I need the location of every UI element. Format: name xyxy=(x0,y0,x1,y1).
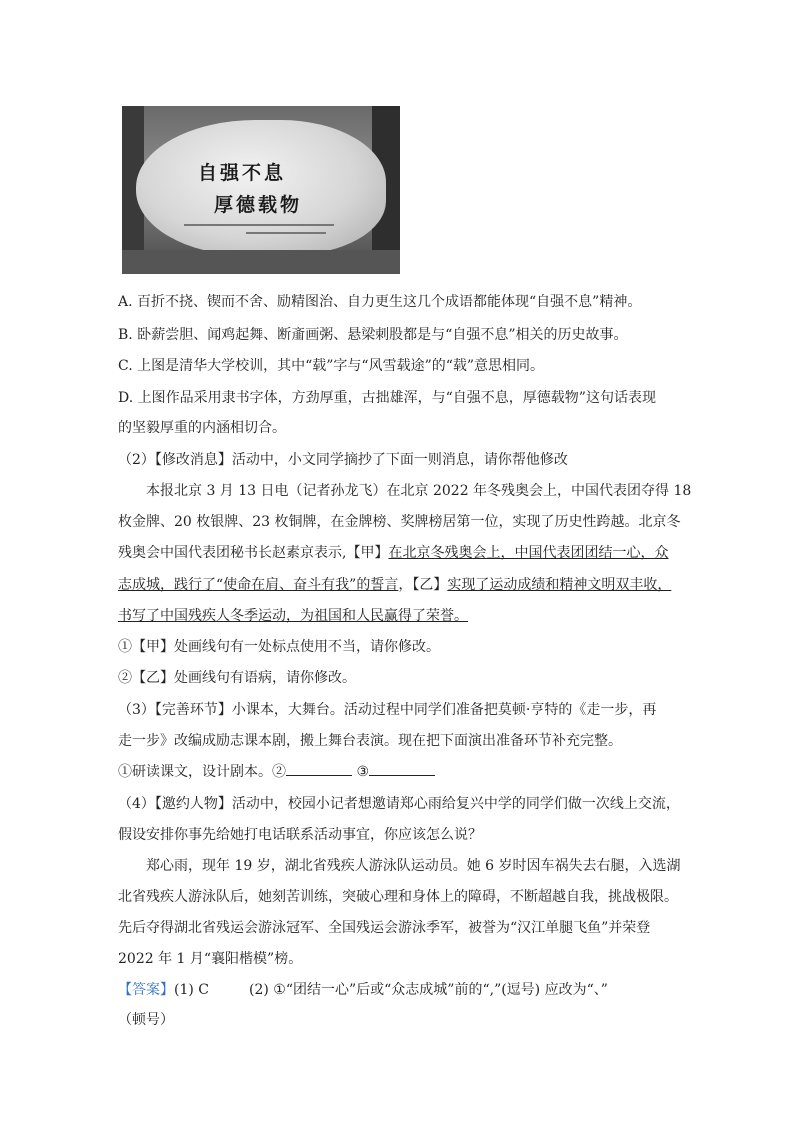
inscription-line-1: 自强不息 xyxy=(198,162,287,184)
q2-sub-yi: ②【乙】处画线句有语病，请你修改。 xyxy=(118,670,356,686)
q4-line-1: （4）【邀约人物】活动中，校园小记者想邀请郑心雨给复兴中学的同学们做一次线上交流， xyxy=(118,796,680,812)
school-motto-stone-photo xyxy=(122,106,400,274)
news-line-2: 枚金牌、20 枚银牌、23 枚铜牌，在金牌榜、奖牌榜居第一位，实现了历史性跨越。北京冬 xyxy=(118,514,681,530)
q3-line-3 xyxy=(118,761,435,781)
option-c: C. 上图是清华大学校训，其中“载”字与“风雪载途”的“载”意思相同。 xyxy=(118,358,545,374)
answer-line-1 xyxy=(118,979,608,999)
option-a: A. 百折不挠、锲而不舍、励精图治、自力更生这几个成语都能体现“自强不息”精神。 xyxy=(118,294,642,310)
q4-line-2: 假设安排你事先给她打电话联系活动事宜，你应该怎么说？ xyxy=(118,827,482,843)
news-line-3 xyxy=(118,542,668,562)
news-line-5 xyxy=(118,605,468,625)
answer-blank-3[interactable] xyxy=(369,761,435,776)
news-line-4 xyxy=(118,574,671,594)
bio-line-4: 2022 年 1 月“襄阳楷模”榜。 xyxy=(118,951,303,967)
yi-marker: ，【乙】 xyxy=(398,577,448,593)
news-line-3-prefix: 残奥会中国代表团秘书长赵素京表示,【甲】 xyxy=(118,545,389,561)
answer-part-2: (2) ①“团结一心”后或“众志成城”前的“,”(逗号) 应改为“、” xyxy=(249,982,608,998)
q3-step-3-marker: ③ xyxy=(356,764,370,780)
option-b: B. 卧薪尝胆、闻鸡起舞、断齑画粥、悬梁刺股都是与“自强不息”相关的历史故事。 xyxy=(118,327,628,343)
q2-title: （2）【修改消息】活动中，小文同学摘抄了下面一则消息，请你帮他修改 xyxy=(118,452,568,468)
answer-blank-2[interactable] xyxy=(286,761,352,776)
option-d-line-2: 的坚毅厚重的内涵相切合。 xyxy=(118,420,286,436)
answer-part-1: (1) C xyxy=(174,982,209,998)
q2-sub-jia: ①【甲】处画线句有一处标点使用不当，请你修改。 xyxy=(118,639,440,655)
motto-stone xyxy=(136,120,386,255)
news-line-1: 本报北京 3 月 13 日电（记者孙龙飞）在北京 2022 年冬残奥会上，中国代表团夺得 18 xyxy=(146,483,692,499)
bio-line-3: 先后夺得湖北省残运会游泳冠军、全国残运会游泳季军，被誉为“汉江单腿飞鱼”并荣登 xyxy=(118,920,651,936)
bio-line-1: 郑心雨，现年 19 岁，湖北省残疾人游泳队运动员。她 6 岁时因车祸失去右腿，入选湖 xyxy=(146,858,681,874)
q3-step-1: ①研读课文，设计剧本。② xyxy=(118,764,286,780)
answer-tag: 【答案】 xyxy=(118,982,174,998)
inscription-line-2: 厚德载物 xyxy=(214,194,303,216)
option-d-line-1: D. 上图作品采用隶书字体，方劲厚重，古拙雄浑，与“自强不息，厚德载物”这句话表现 xyxy=(118,390,656,406)
yi-underlined-part-1: 实现了运动成绩和精神文明双丰收， xyxy=(447,577,672,593)
jia-underlined-part-2: 志成城，践行了“使命在肩、奋斗有我”的誓言 xyxy=(118,577,399,593)
yi-underlined-part-2: 书写了中国残疾人冬季运动，为祖国和人民赢得了荣誉。 xyxy=(118,608,468,624)
jia-underlined-part-1: 在北京冬残奥会上，中国代表团团结一心，众 xyxy=(388,545,669,561)
q3-line-1: （3）【完善环节】小课本，大舞台。活动过程中同学们准备把莫顿·亨特的《走一步，再 xyxy=(118,702,657,718)
answer-line-2: （顿号） xyxy=(118,1012,174,1028)
bio-line-2: 北省残疾人游泳队后，她刻苦训练，突破心理和身体上的障碍，不断超越自我，挑战极限。 xyxy=(118,889,678,905)
q3-line-2: 走一步》改编成励志课本剧，搬上舞台表演。现在把下面演出准备环节补充完整。 xyxy=(118,733,622,749)
